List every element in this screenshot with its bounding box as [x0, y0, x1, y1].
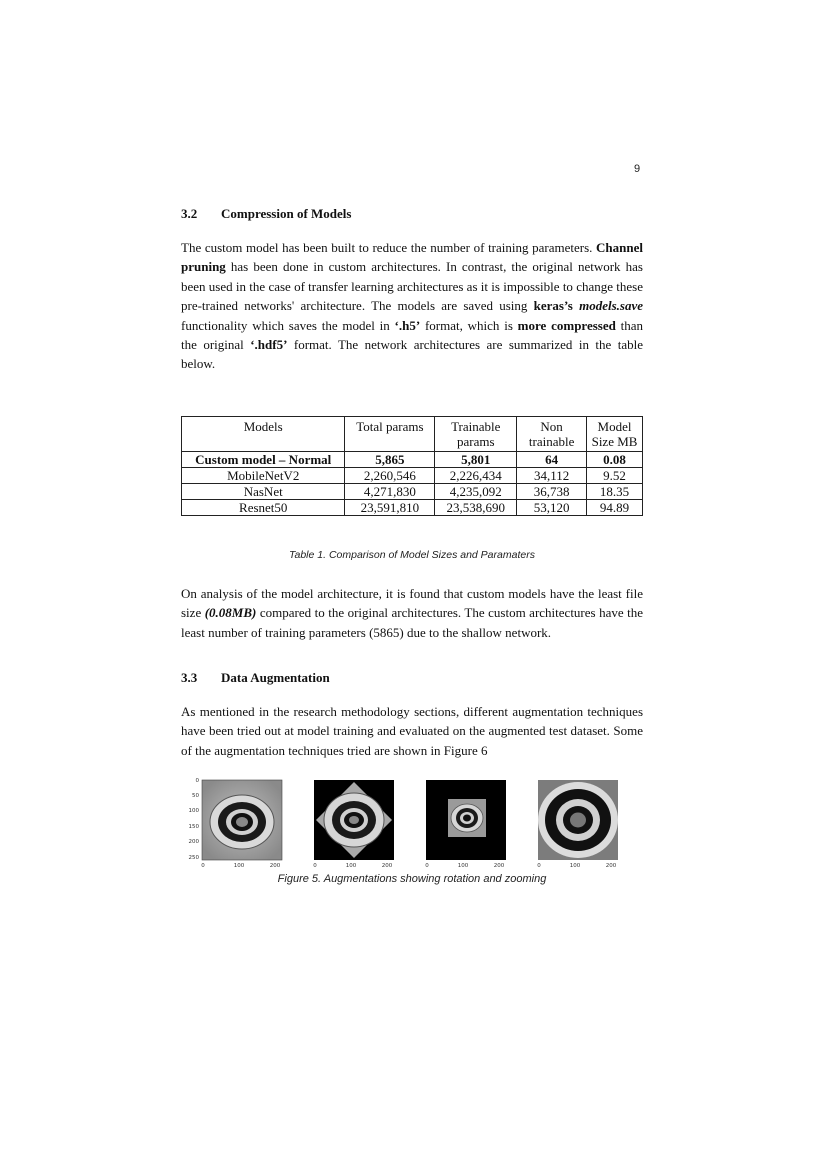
table-row	[182, 484, 643, 500]
section-title: Data Augmentation	[221, 670, 330, 685]
table-cell: 23,591,810	[345, 500, 435, 516]
table-caption: Table 1. Comparison of Model Sizes and Paramaters	[289, 549, 535, 561]
y-tick: 100	[188, 808, 199, 814]
table-cell: 36,738	[517, 484, 587, 500]
augmentation-image-original	[184, 777, 286, 872]
y-tick: 150	[188, 824, 199, 830]
header-cell: Total params	[345, 417, 435, 452]
bold-term: ‘.hdf5’	[250, 337, 288, 353]
table-cell: 4,235,092	[435, 484, 517, 500]
table-cell: 64	[517, 452, 587, 468]
table-cell: MobileNetV2	[182, 468, 345, 484]
table-cell: 9.52	[587, 468, 643, 484]
table-cell: NasNet	[182, 484, 345, 500]
model-comparison-table	[181, 416, 643, 516]
text-run: functionality which saves the model in	[181, 317, 395, 333]
bold-italic-term: (0.08MB)	[204, 605, 257, 621]
text-run: compared to the original architectures. The custom architectures have the least number of training parameters (5865) due to the shallow network.	[181, 605, 644, 640]
table-cell: 5,865	[345, 452, 435, 468]
y-tick: 250	[188, 855, 199, 861]
table-cell: 2,226,434	[435, 468, 517, 484]
table-row	[182, 468, 643, 484]
header-cell: Model Size MB	[587, 417, 643, 452]
table-cell: 18.35	[587, 484, 643, 500]
figure-caption: Figure 5. Augmentations showing rotation and zooming	[277, 873, 547, 885]
x-tick: 200	[605, 863, 617, 869]
table-cell: 0.08	[587, 452, 643, 468]
bold-term: Channel pruning	[181, 240, 643, 275]
x-tick: 0	[201, 863, 205, 869]
augmentation-image-zoomed-in	[520, 777, 622, 872]
augmentation-image-rotated	[296, 777, 398, 872]
table-cell: 5,801	[435, 452, 517, 468]
table-cell: 4,271,830	[345, 484, 435, 500]
augmentation-image-zoomed-out	[408, 777, 510, 872]
table-header-row	[182, 417, 643, 452]
x-tick: 200	[269, 863, 281, 869]
table-cell: 23,538,690	[435, 500, 517, 516]
bold-italic-term: models.save	[579, 298, 643, 314]
x-tick: 200	[381, 863, 393, 869]
text-run: format. The network architectures are summarized in the table below.	[181, 337, 643, 372]
table-cell: Custom model – Normal	[182, 452, 345, 468]
section-title: Compression of Models	[221, 206, 352, 221]
paragraph-augmentation: As mentioned in the research methodology sections, different augmentation techniques have been tried out at model training and evaluated on the augmented test dataset. Some of the augmentation techniques tried are shown in Figure 6	[181, 704, 643, 758]
table-row	[182, 452, 643, 468]
table-cell: 2,260,546	[345, 468, 435, 484]
table-cell: 53,120	[517, 500, 587, 516]
y-tick: 0	[195, 778, 199, 784]
section-number: 3.2	[181, 206, 198, 221]
table-row	[182, 500, 643, 516]
y-tick: 50	[192, 793, 199, 799]
x-tick: 200	[493, 863, 505, 869]
section-number: 3.3	[181, 670, 198, 685]
text-run: has been done in custom architectures. In contrast, the original network has been used in the case of transfer learning architectures as it is impossible to change these pre-trained networks' architecture. The models are saved using	[181, 259, 643, 314]
header-cell: Models	[182, 417, 345, 452]
text-run: On analysis of the model architecture, it is found that custom models have the least file size	[181, 586, 643, 621]
bold-term: keras’s	[533, 298, 573, 314]
header-cell: Non trainable	[517, 417, 587, 452]
table-cell: 34,112	[517, 468, 587, 484]
paragraph-compression	[181, 238, 643, 374]
text-run: The custom model has been built to reduce the number of training parameters.	[181, 240, 597, 255]
bold-term: ‘.h5’	[394, 317, 421, 333]
x-tick: 100	[569, 863, 581, 869]
paragraph-analysis	[181, 584, 643, 642]
x-tick: 100	[457, 863, 469, 869]
x-tick: 100	[345, 863, 357, 869]
text-run: than the original	[181, 317, 644, 353]
page-number: 9	[634, 163, 641, 175]
header-cell: Trainable params	[435, 417, 517, 452]
section-heading-3-3	[181, 670, 330, 686]
section-heading-3-2	[181, 206, 351, 222]
x-tick: 0	[313, 863, 317, 869]
bold-term: more compressed	[517, 317, 616, 333]
x-tick: 100	[233, 863, 245, 869]
x-tick: 0	[537, 863, 541, 869]
table-cell: Resnet50	[182, 500, 345, 516]
x-tick: 0	[425, 863, 429, 869]
table-cell: 94.89	[587, 500, 643, 516]
text-run: format, which is	[420, 317, 518, 333]
y-tick: 200	[188, 839, 199, 845]
